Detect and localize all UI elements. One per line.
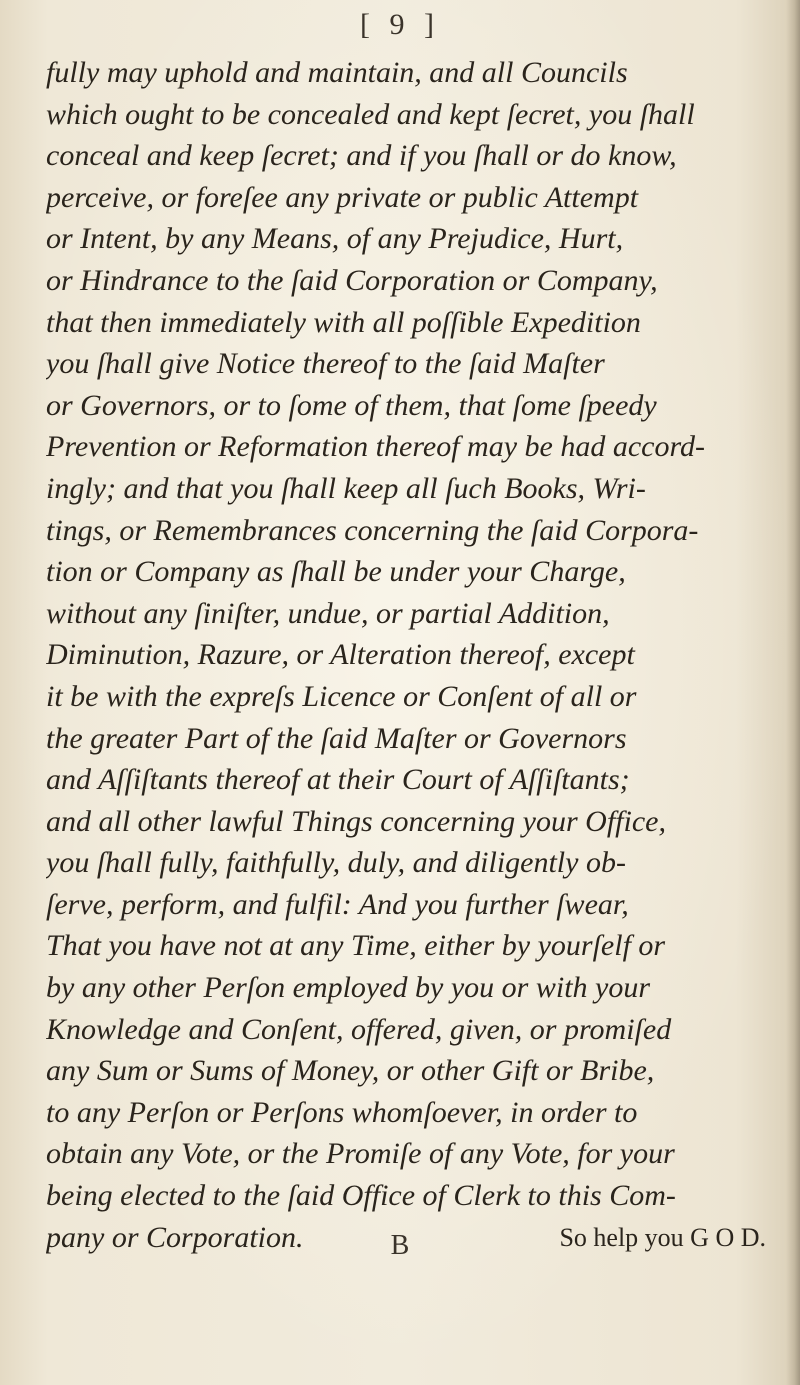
text-line: or Hindrance to the ſaid Corporation or Company,	[46, 263, 658, 297]
final-line-text: pany or Corporation.	[46, 1220, 304, 1254]
page-number: [ 9 ]	[360, 8, 440, 41]
body-text	[46, 52, 766, 1258]
text-line: the greater Part of the ſaid Maſter or Governors	[46, 721, 627, 755]
closing-formula: So help you G O D.	[559, 1222, 766, 1252]
text-line: that then immediately with all poſſible Expedition	[46, 305, 641, 339]
text-line: tion or Company as ſhall be under your Charge,	[46, 555, 626, 589]
text-line: and all other lawful Things concerning your Office,	[46, 804, 666, 838]
text-line: fully may uphold and maintain, and all Councils	[46, 56, 628, 89]
text-line: or Intent, by any Means, of any Prejudice, Hurt,	[46, 222, 624, 256]
text-line: ingly; and that you ſhall keep all ſuch Books, Wri-	[46, 471, 646, 505]
text-line: any Sum or Sums of Money, or other Gift or Bribe,	[46, 1054, 655, 1088]
text-line: by any other Perſon employed by you or with your	[46, 971, 651, 1005]
signature-mark: B	[390, 1230, 410, 1261]
text-line: you ſhall fully, faithfully, duly, and diligently ob-	[46, 846, 626, 880]
text-line: being elected to the ſaid Office of Clerk to this Com-	[46, 1179, 676, 1213]
text-line: That you have not at any Time, either by yourſelf or	[46, 929, 666, 963]
text-line: ſerve, perform, and fulfil: And you further ſwear,	[46, 887, 629, 921]
text-line: and Aſſiſtants thereof at their Court of Aſſiſtants;	[46, 763, 630, 797]
text-line: or Governors, or to ſome of them, that ſome ſpeedy	[46, 388, 657, 422]
text-line: obtain any Vote, or the Promiſe of any Vote, for your	[46, 1137, 675, 1171]
text-line: to any Perſon or Perſons whomſoever, in order to	[46, 1095, 638, 1129]
text-line: tings, or Remembrances concerning the ſaid Corpora-	[46, 513, 699, 547]
text-line: Knowledge and Conſent, offered, given, or promiſed	[46, 1012, 672, 1046]
text-line: which ought to be concealed and kept ſecret, you ſhall	[46, 97, 695, 131]
text-line: it be with the expreſs Licence or Conſent of all or	[46, 679, 637, 713]
text-line: without any ſiniſter, undue, or partial Addition,	[46, 596, 610, 630]
page-edge-shadow	[786, 0, 800, 1385]
text-line: Prevention or Reformation thereof may be had accord-	[46, 430, 706, 464]
text-line: you ſhall give Notice thereof to the ſaid Maſter	[46, 347, 605, 381]
text-line: Diminution, Razure, or Alteration thereof, except	[46, 638, 635, 672]
text-line: perceive, or foreſee any private or public Attempt	[46, 180, 639, 214]
text-line: conceal and keep ſecret; and if you ſhall or do know,	[46, 139, 677, 173]
